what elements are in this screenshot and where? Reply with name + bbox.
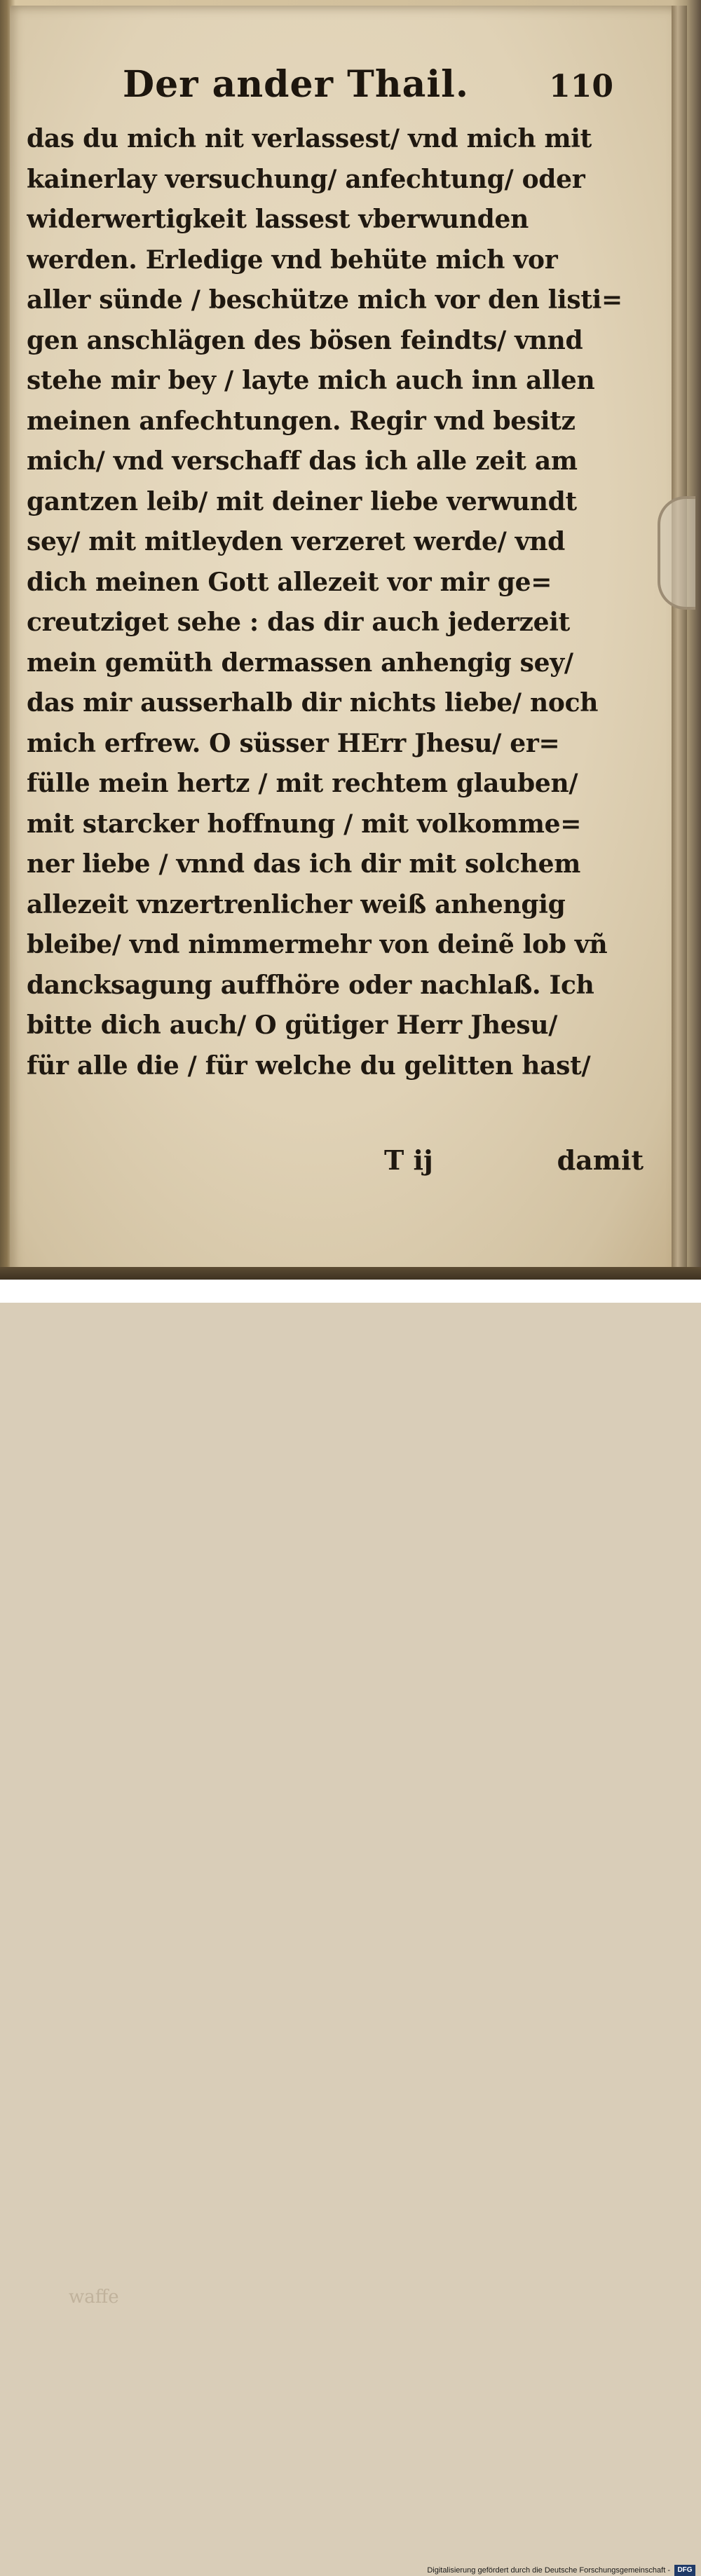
digitization-credit: Digitalisierung gefördert durch die Deutsche Forschungsgemeinschaft - [427, 2566, 670, 2575]
body-text [27, 119, 644, 1086]
text-line: mein gemüth dermassen anhengig sey/ [27, 648, 573, 678]
text-line: dancksagung auffhöre oder nachlaß. Ich [27, 970, 594, 1000]
page-header [123, 63, 641, 112]
catchword: damit [557, 1144, 644, 1176]
text-line: das du mich nit verlassest/ vnd mich mit [27, 124, 592, 153]
text-line: widerwertigkeit lassest vberwunden [27, 205, 529, 234]
text-line: mit starcker hoffnung / mit volkomme= [27, 809, 582, 839]
text-line: kainerlay versuchung/ anfechtung/ oder [27, 164, 585, 194]
running-head: Der ander Thail. [123, 63, 469, 106]
text-line: dich meinen Gott allezeit vor mir ge= [27, 567, 552, 597]
book-clasp [658, 496, 695, 610]
text-line: bleibe/ vnd nimmermehr von deinẽ lob vñ [27, 930, 608, 959]
text-line: das mir ausserhalb dir nichts liebe/ noch [27, 688, 599, 718]
page-edge [672, 6, 687, 1288]
text-line: gantzen leib/ mit deiner liebe verwundt [27, 486, 577, 516]
text-line: mich erfrew. O süsser HErr Jhesu/ er= [27, 728, 560, 758]
signature-mark: T ij [384, 1144, 433, 1176]
text-line: gen anschlägen des bösen feindts/ vnnd [27, 325, 583, 355]
page-footer [27, 1144, 644, 2308]
text-line: sey/ mit mitleyden verzeret werde/ vnd [27, 527, 566, 556]
text-line: bitte dich auch/ O gütiger Herr Jhesu/ [27, 1010, 558, 1040]
text-line: werden. Erledige vnd behüte mich vor [27, 245, 558, 275]
text-line: ner liebe / vnnd das ich dir mit solchem [27, 849, 581, 879]
text-line: meinen anfechtungen. Regir vnd besitz [27, 406, 576, 436]
text-line: creutziget sehe : das dir auch jederzeit [27, 608, 570, 637]
text-line: fülle mein hertz / mit rechtem glauben/ [27, 769, 578, 798]
text-line: stehe mir bey / layte mich auch inn allen [27, 366, 595, 395]
text-line: aller sünde / beschütze mich vor den listi= [27, 285, 622, 315]
bleed-through-text: waffe [69, 2287, 119, 2308]
page-number: 110 [549, 69, 613, 104]
dfg-logo: DFG [674, 2565, 695, 2576]
text-line: allezeit vnzertrenlicher weiß anhengig [27, 889, 566, 919]
text-line: für alle die / für welche du gelitten hast/ [27, 1050, 591, 1081]
text-line: mich/ vnd verschaff das ich alle zeit am [27, 446, 578, 476]
cover-edge [0, 1267, 701, 1280]
